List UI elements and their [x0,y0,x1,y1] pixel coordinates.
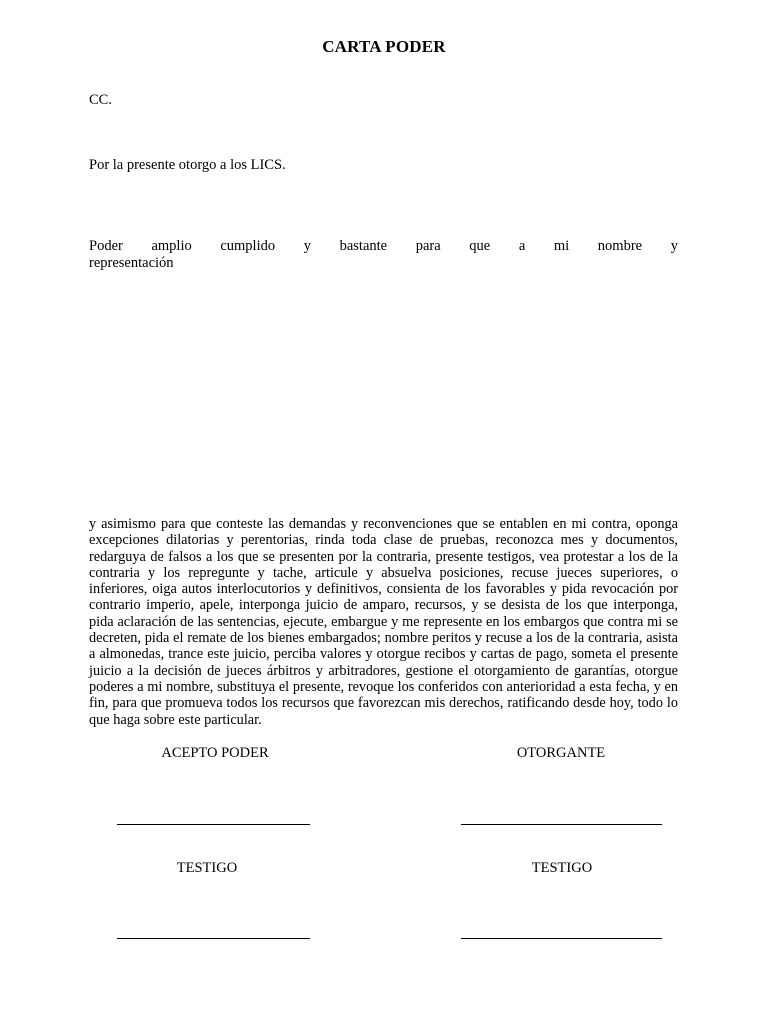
poder-word: y [670,238,678,254]
poder-word: mi [553,238,570,254]
intro-line: Por la presente otorgo a los LICS. [89,157,286,173]
otorgante-label: OTORGANTE [516,745,606,761]
poder-word: cumplido [220,238,276,254]
poder-word: Poder [89,238,123,254]
testigo-left-signature-line [117,938,310,939]
acepto-poder-label: ACEPTO PODER [161,745,269,761]
document-title: CARTA PODER [322,37,446,56]
cc-line: CC. [89,92,112,108]
testigo-left-label: TESTIGO [176,860,238,876]
poder-word: bastante [339,238,388,254]
poder-word: que [469,238,491,254]
poder-word: amplio [151,238,192,254]
acepto-poder-signature-line [117,824,310,825]
poder-line [89,238,678,255]
poder-continuation: representación [89,255,174,271]
poder-word: nombre [597,238,643,254]
testigo-right-label: TESTIGO [531,860,593,876]
otorgante-signature-line [461,824,662,825]
poder-word: a [518,238,526,254]
body-paragraph: y asimismo para que conteste las demandas y reconvenciones que se entablen en mi contra, oponga excepciones dilatorias y perentorias, rinda toda clase de pruebas, reconozca mes y documentos, redarguya de falsos a los que se presenten por la contraria, presente testigos, vea protestar a los de la contraria y los repregunte y tache, articule y absuelva posiciones, recuse jueces superiores, o inferiores, oiga autos interlocutorios y definitivos, consienta de los favorables y pida revocación por contrario imperio, apele, interponga juicio de amparo, recursos, y se desista de los que interponga, pida aclaración de las sentencias, ejecute, embargue y me represente en los embargos que contra mi se decreten, pida el remate de los bienes embargados; nombre peritos y recuse a los de la contraria, asista a almonedas, trance este juicio, perciba valores y otorgue recibos y cartas de pago, someta el presente juicio a la decisión de jueces árbitros y arbitradores, gestione el otorgamiento de garantías, otorgue poderes a mi nombre, substituya el presente, revoque los conferidos con anterioridad a esta fecha, y en fin, para que promueva todos los recursos que favorezcan mis derechos, ratificando desde hoy, todo lo que haga sobre este particular. [89,516,678,728]
testigo-right-signature-line [461,938,662,939]
poder-word: para [415,238,441,254]
poder-word: y [303,238,311,254]
